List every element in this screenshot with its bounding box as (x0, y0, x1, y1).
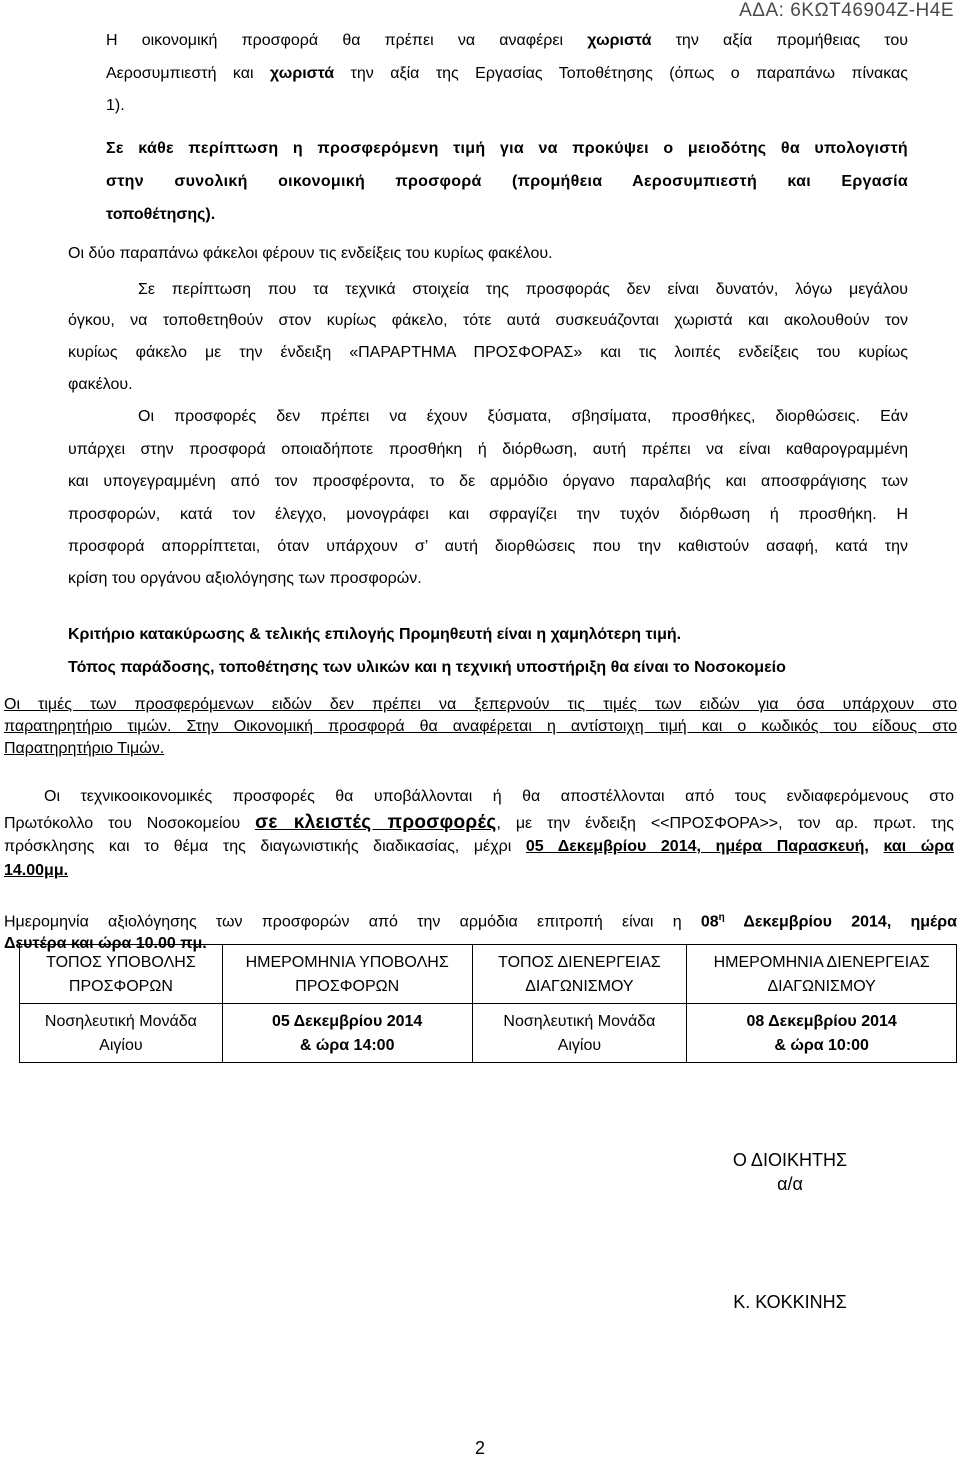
p4-line-4: φακέλου. (68, 376, 133, 393)
page-number: 2 (474, 1438, 485, 1458)
header-cell: ΤΟΠΟΣ ΔΙΕΝΕΡΓΕΙΑΣ ΔΙΑΓΩΝΙΣΜΟΥ (472, 945, 687, 1004)
p5-line-5: προσφορά απορρίπτεται, όταν υπάρχουν σ’ αυτή διορθώσεις που την καθιστούν ασαφή, κατά την (68, 538, 908, 555)
prices-line-2: παρατηρητήριο τιμών. Στην Οικονομική προσφορά θα αναφέρεται η αντίστοιχη τιμή και ο κωδικός του είδους στο (4, 718, 957, 735)
header-cell: ΗΜΕΡΟΜΗΝΙΑ ΔΙΕΝΕΡΓΕΙΑΣ ΔΙΑΓΩΝΙΣΜΟΥ (687, 945, 957, 1004)
evaluation-line-2: Δευτέρα και ώρα 10.00 πμ. (4, 935, 207, 952)
signature-name: Κ. ΚΟΚΚΙΝΗΣ (733, 1292, 847, 1312)
table-header-row (20, 945, 957, 1004)
submission-line-3: πρόσκλησης και το θέμα της διαγωνιστικής διαδικασίας, μέχρι 05 Δεκεμβρίου 2014, ημέρα Παρασκευή, και ώρα (4, 838, 955, 855)
header-cell: ΤΟΠΟΣ ΥΠΟΒΟΛΗΣ ΠΡΟΣΦΟΡΩΝ (20, 945, 223, 1004)
p2-line-3: τοποθέτησης). (106, 206, 216, 223)
p3-text: Οι δύο παραπάνω φάκελοι φέρουν τις ενδείξεις του κυρίως φακέλου. (68, 245, 553, 262)
submission-line-1: Οι τεχνικοοικονομικές προσφορές θα υποβάλλονται ή θα αποστέλλονται από τους ενδιαφερόμενους στο (44, 788, 954, 805)
p2-line-2: στην συνολική οικονομική προσφορά (προμήθεια Αεροσυμπιεστή και Εργασία (106, 173, 908, 190)
p5-line-1: Οι προσφορές δεν πρέπει να έχουν ξύσματα, σβησίματα, προσθήκες, διορθώσεις. Εάν (138, 408, 908, 425)
p4-line-3: κυρίως φάκελο με την ένδειξη «ΠΑΡΑΡΤΗΜΑ ΠΡΟΣΦΟΡΑΣ» και τις λοιπές ενδείξεις του κυρίως (68, 344, 908, 361)
table-cell: 08 Δεκεμβρίου 2014 & ώρα 10:00 (687, 1004, 957, 1063)
table-cell: 05 Δεκεμβρίου 2014 & ώρα 14:00 (222, 1004, 472, 1063)
p5-line-4: προσφορών, κατά τον έλεγχο, μονογράφει και σφραγίζει την τυχόν διόρθωση ή προσθήκη. Η (68, 506, 908, 523)
prices-line-1: Οι τιμές των προσφερόμενων ειδών δεν πρέπει να ξεπερνούν τις τιμές των ειδών για όσα υπάρχουν στο (4, 696, 957, 713)
award-criteria: Κριτήριο κατακύρωσης & τελικής επιλογής Προμηθευτή είναι η χαμηλότερη τιμή. (68, 626, 682, 643)
signature-title: Ο ΔΙΟΙΚΗΤΗΣ (732, 1150, 848, 1170)
table-row (20, 1004, 957, 1063)
table-cell: Νοσηλευτική Μονάδα Αιγίου (472, 1004, 687, 1063)
header-cell: ΗΜΕΡΟΜΗΝΙΑ ΥΠΟΒΟΛΗΣ ΠΡΟΣΦΟΡΩΝ (222, 945, 472, 1004)
p2-line-1: Σε κάθε περίπτωση η προσφερόμενη τιμή για να προκύψει ο μειοδότης θα υπολογιστή (106, 140, 908, 157)
p1-line-3: 1). (106, 97, 125, 114)
delivery-place: Τόπος παράδοσης, τοποθέτησης των υλικών και η τεχνική υποστήριξη θα είναι το Νοσοκομείο (68, 659, 786, 676)
p4-line-1: Σε περίπτωση που τα τεχνικά στοιχεία της προσφοράς δεν είναι δυνατόν, λόγω μεγάλου (138, 281, 908, 298)
closed-offers-emphasis: σε κλειστές προσφορές (255, 812, 497, 833)
submission-line-4: 14.00μμ. (4, 862, 69, 879)
p1-line-1: Η οικονομική προσφορά θα πρέπει να αναφέρει χωριστά την αξία προμήθειας του (106, 32, 908, 49)
p1-line-2: Αεροσυμπιεστή και χωριστά την αξία της Εργασίας Τοποθέτησης (όπως ο παραπάνω πίνακας (106, 65, 909, 82)
signature-on-behalf: α/α (777, 1174, 803, 1194)
submission-line-2: Πρωτόκολλο του Νοσοκομείου σε κλειστές προσφορές, με την ένδειξη <<ΠΡΟΣΦΟΡΑ>>, τον αρ. πρωτ. της (4, 812, 954, 833)
deadline-date: 05 Δεκεμβρίου 2014, ημέρα Παρασκευή (525, 838, 865, 855)
evaluation-line-1: Ημερομηνία αξιολόγησης των προσφορών από την αρμόδια επιτροπή είναι η $08^\eta$ Δεκεμβρίου 2014, ημέρα (4, 912, 958, 931)
tender-schedule-table (19, 944, 957, 1063)
p4-line-2: όγκου, να τοποθετηθούν στον κυρίως φάκελο, τότε αυτά συσκευάζονται χωριστά και ακολουθούν τον (68, 312, 908, 329)
prices-line-3: Παρατηρητήριο Τιμών. (4, 740, 165, 757)
ada-code: ΑΔΑ: 6ΚΩΤ46904Ζ-Η4Ε (739, 0, 954, 21)
p5-line-2: υπάρχει στην προσφορά οποιαδήποτε προσθήκη ή διόρθωση, αυτή πρέπει να είναι καθαρογραμμένη (68, 441, 908, 458)
p5-line-3: και υπογεγραμμένη από τον προσφέροντα, το δε αρμόδιο όργανο παραλαβής και αποσφράγισης των (68, 473, 908, 490)
p5-line-6: κρίση του οργάνου αξιολόγησης των προσφορών. (68, 570, 422, 587)
table-cell: Νοσηλευτική Μονάδα Αιγίου (20, 1004, 223, 1063)
